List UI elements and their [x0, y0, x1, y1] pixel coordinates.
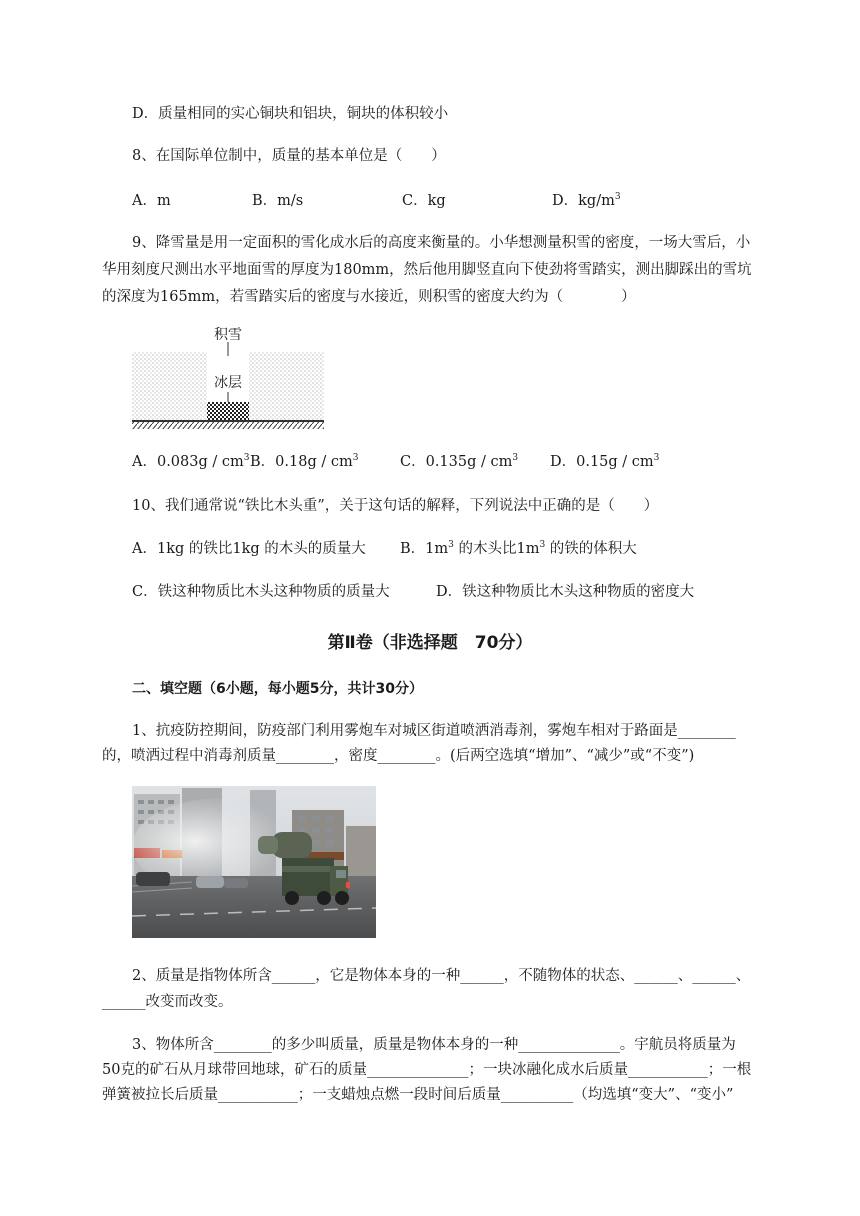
q9-option-d-sup: 3 [653, 453, 660, 463]
q9-option-a-text: A．0.083g / cm [132, 454, 244, 470]
q9-option-a [132, 452, 249, 472]
snow-depth-figure [132, 322, 324, 430]
section-title: 第Ⅱ卷（非选择题 70分） [327, 633, 533, 653]
q9-line-3: 的深度为165mm，若雪踏实后的密度与水接近，则积雪的密度大约为（ ） [102, 289, 636, 305]
q8-option-c: C．kg [402, 193, 446, 209]
q9-option-a-sup: 3 [243, 453, 250, 463]
fill3-line-3: 弹簧被拉长后质量___________；一支蜡烛点燃一段时间后质量__________（均选填“变大”、“变小” [102, 1087, 734, 1103]
q10-option-b-sup-2: 3 [539, 540, 546, 550]
q9-option-b-text: B．0.18g / cm [250, 454, 353, 470]
fill3-line-2: 50克的矿石从月球带回地球，矿石的质量______________；一块冰融化成水后质量___________；一根 [102, 1062, 752, 1078]
fill2-line-1: 2、质量是指物体所含______，它是物体本身的一种______，不随物体的状态、______、______、 [132, 968, 751, 984]
ground-hatch [132, 422, 324, 429]
fill2-line-2: ______改变而改变。 [102, 994, 233, 1010]
q9-line-1: 9、降雪量是用一定面积的雪化成水后的高度来衡量的。小华想测量积雪的密度，一场大雪后，小 [132, 235, 751, 251]
q9-option-d [550, 452, 659, 472]
q10-option-b-mid: 的木头比1m [453, 541, 540, 557]
q7-option-d: D．质量相同的实心铜块和铝块，铜块的体积较小 [132, 106, 449, 122]
q9-option-c-sup: 3 [512, 453, 519, 463]
q10-option-a: A．1kg 的铁比1kg 的木头的质量大 [132, 541, 366, 557]
fill1-line-1: 1、抗疫防控期间，防疫部门利用雾炮车对城区街道喷洒消毒剂，雾炮车相对于路面是________ [132, 723, 736, 739]
fog-cannon-truck-photo [132, 786, 376, 938]
q10-option-d: D．铁这种物质比木头这种物质的密度大 [436, 584, 695, 600]
q8-option-d [552, 191, 621, 211]
q10-option-b [400, 539, 637, 559]
ice-layer [207, 402, 249, 420]
q10-option-b-pre: B．1m [400, 541, 449, 557]
q8-option-a: A．m [132, 193, 171, 209]
q9-option-c-text: C．0.135g / cm [400, 454, 513, 470]
ice-label: 冰层 [214, 372, 242, 392]
fill1-line-2: 的，喷洒过程中消毒剂质量________，密度________。(后两空选填“增加”、“减少”或“不变”) [102, 748, 695, 764]
snow-right-block [249, 352, 324, 420]
snow-left-block [132, 352, 207, 420]
q10-option-b-sup-1: 3 [448, 540, 454, 550]
q8-option-d-sup: 3 [614, 192, 621, 202]
q9-line-2: 华用刻度尺测出水平地面雪的厚度为180mm，然后他用脚竖直向下使劲将雪踏实，测出脚踩出的雪坑 [102, 262, 752, 278]
q9-option-b [250, 452, 358, 472]
q10-stem: 10、我们通常说“铁比木头重”，关于这句话的解释，下列说法中正确的是（ ） [132, 498, 659, 514]
q9-option-b-sup: 3 [352, 453, 359, 463]
q8-stem: 8、在国际单位制中，质量的基本单位是（ ） [132, 148, 446, 164]
q8-option-d-text: D．kg/m [552, 193, 615, 209]
q10-option-b-post: 的铁的体积大 [545, 541, 637, 557]
q9-option-d-text: D．0.15g / cm [550, 454, 654, 470]
q10-option-c: C．铁这种物质比木头这种物质的质量大 [132, 584, 390, 600]
q8-option-b: B．m/s [252, 193, 304, 209]
section-heading: 二、填空题（6小题，每小题5分，共计30分） [132, 681, 423, 697]
q9-option-c [400, 452, 518, 472]
ground-line [132, 420, 324, 422]
fill3-line-1: 3、物体所含________的多少叫质量，质量是物体本身的一种______________。宇航员将质量为 [132, 1037, 736, 1053]
snow-label: 积雪 [214, 327, 242, 343]
